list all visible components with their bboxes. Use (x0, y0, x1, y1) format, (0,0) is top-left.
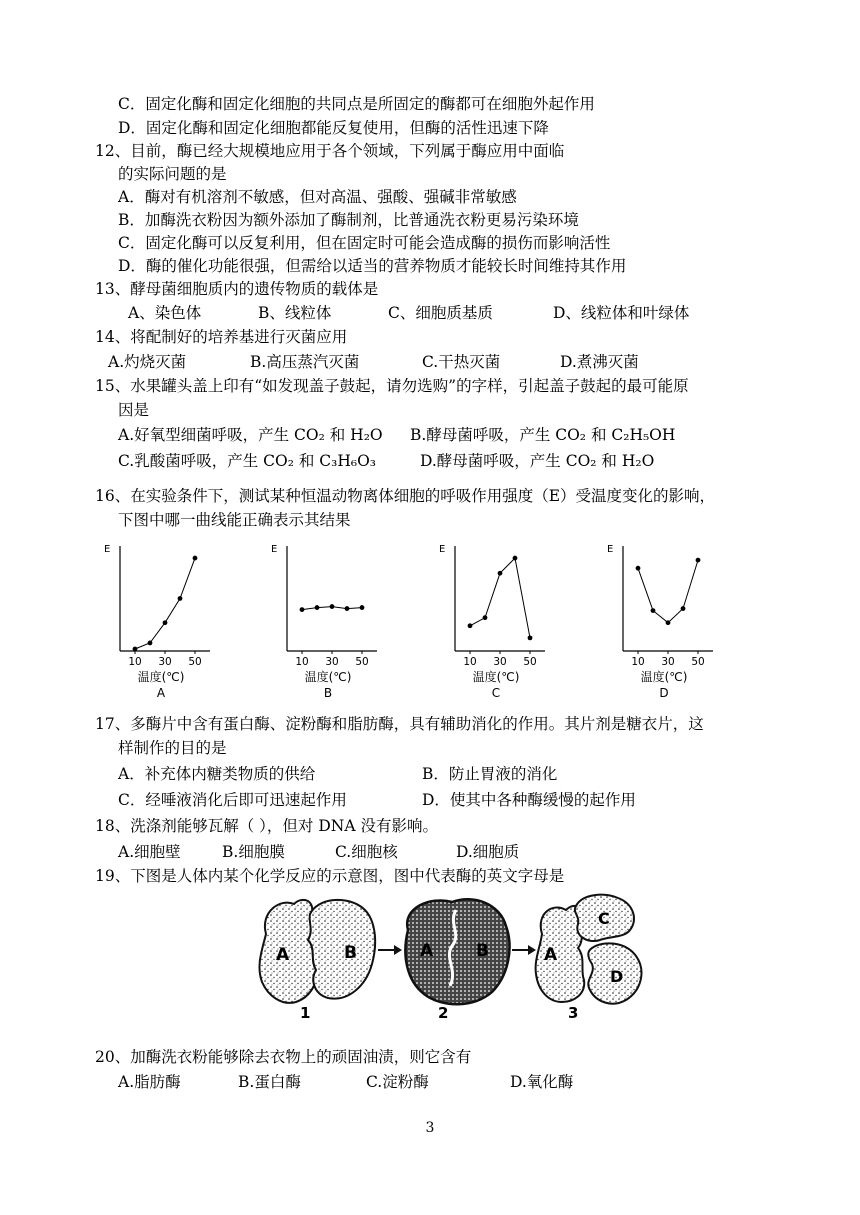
chart-c-tick-label: 10 (463, 656, 477, 668)
chart-a-tick-label: 50 (188, 656, 202, 668)
chart-a-letter: A (156, 686, 166, 700)
q13-option-d: D、线粒体和叶绿体 (553, 304, 690, 322)
q11-option-d: D．固定化酶和固定化细胞都能反复使用，但酶的活性迅速下降 (118, 119, 549, 137)
q12-option-d: D．酶的催化功能很强，但需给以适当的营养物质才能较长时间维持其作用 (118, 257, 627, 275)
q12-option-a: A．酶对有机溶剂不敏感，但对高温、强酸、强碱非常敏感 (118, 188, 517, 206)
q16-stem: 16、在实验条件下，测试某种恒温动物离体细胞的呼吸作用强度（E）受温度变化的影响， (95, 487, 716, 505)
chart-c-point (513, 556, 518, 561)
q14-option-c: C.干热灭菌 (422, 353, 501, 371)
chart-c-x-label: 温度(℃) (472, 670, 520, 684)
chart-d-svg (601, 538, 719, 703)
panel-2-label-a: A (420, 941, 434, 961)
chart-c-tick-label: 30 (493, 656, 507, 668)
chart-c-svg (433, 538, 551, 703)
enzyme-reaction-figure (252, 890, 648, 1020)
chart-c-series-line (470, 558, 530, 638)
chart-d-series-line (638, 560, 698, 623)
chart-b-letter: B (323, 686, 333, 700)
panel-number-1: 1 (300, 1004, 311, 1020)
chart-b-point (300, 607, 305, 612)
chart-c (433, 538, 551, 703)
chart-c-tick-label: 50 (523, 656, 537, 668)
q14-stem: 14、将配制好的培养基进行灭菌应用 (95, 328, 348, 346)
chart-c-point (468, 623, 473, 628)
chart-a-svg (98, 538, 216, 703)
q17-option-a: A．补充体内糖类物质的供给 (118, 765, 316, 783)
chart-c-point (498, 571, 503, 576)
chart-a-y-label: E (104, 544, 111, 555)
panel-1-label-a: A (276, 945, 290, 965)
q15-option-d: D.酵母菌呼吸，产生 CO₂ 和 H₂O (420, 452, 655, 470)
q18-option-d: D.细胞质 (456, 843, 520, 861)
chart-d-letter: D (659, 686, 669, 700)
chart-d-point (696, 558, 701, 563)
chart-b-tick-label: 10 (295, 656, 309, 668)
q18-option-b: B.细胞膜 (222, 843, 285, 861)
q15-option-c: C.乳酸菌呼吸，产生 CO₂ 和 C₃H₆O₃ (118, 452, 377, 470)
chart-a (98, 538, 216, 703)
chart-d-point (666, 620, 671, 625)
q12-stem: 12、目前，酶已经大规模地应用于各个领域，下列属于酶应用中面临 (95, 142, 565, 160)
q14-option-d: D.煮沸灭菌 (560, 353, 639, 371)
chart-b-svg (265, 538, 383, 703)
chart-b-point (345, 606, 350, 611)
panel-3 (536, 895, 642, 1004)
chart-b-point (330, 604, 335, 609)
chart-d (601, 538, 719, 703)
panel-3-label-d: D (610, 967, 624, 986)
chart-a-tick-label: 10 (128, 656, 142, 668)
chart-c-y-label: E (439, 544, 446, 555)
q20-stem: 20、加酶洗衣粉能够除去衣物上的顽固油渍，则它含有 (95, 1048, 472, 1066)
chart-d-tick-label: 10 (631, 656, 645, 668)
chart-a-x-label: 温度(℃) (137, 670, 185, 684)
chart-a-point (163, 620, 168, 625)
chart-a-series-line (135, 558, 195, 649)
chart-b-tick-label: 30 (325, 656, 339, 668)
chart-d-point (651, 608, 656, 613)
q20-option-b: B.蛋白酶 (238, 1073, 301, 1091)
chart-d-tick-label: 30 (661, 656, 675, 668)
q13-stem: 13、酵母菌细胞质内的遗传物质的载体是 (95, 280, 379, 298)
q17-option-b: B．防止胃液的消化 (422, 765, 558, 783)
q11-option-c: C．固定化酶和固定化细胞的共同点是所固定的酶都可在细胞外起作用 (118, 95, 595, 113)
chart-d-y-label: E (607, 544, 614, 555)
chart-b (265, 538, 383, 703)
q15-option-b: B.酵母菌呼吸，产生 CO₂ 和 C₂H₅OH (410, 426, 676, 444)
q12-option-b: B．加酶洗衣粉因为额外添加了酶制剂，比普通洗衣粉更易污染环境 (118, 211, 579, 229)
chart-a-tick-label: 30 (158, 656, 172, 668)
chart-d-x-label: 温度(℃) (640, 670, 688, 684)
q18-option-c: C.细胞核 (335, 843, 398, 861)
panel-1-label-b: B (344, 943, 357, 963)
q15-stem: 15、水果罐头盖上印有“如发现盖子鼓起，请勿选购”的字样，引起盖子鼓起的最可能原 (95, 377, 689, 395)
q18-stem: 18、洗涤剂能够瓦解（ ），但对 DNA 没有影响。 (95, 817, 438, 835)
q17-stem-cont: 样制作的目的是 (118, 739, 227, 757)
q17-option-d: D．使其中各种酶缓慢的起作用 (422, 791, 636, 809)
panel-3-label-a: A (544, 945, 558, 965)
q12-stem-cont: 的实际问题的是 (118, 165, 227, 183)
q17-option-c: C．经唾液消化后即可迅速起作用 (118, 791, 347, 809)
q20-option-a: A.脂肪酶 (118, 1073, 181, 1091)
q15-option-a: A.好氧型细菌呼吸，产生 CO₂ 和 H₂O (118, 426, 383, 444)
q17-stem: 17、多酶片中含有蛋白酶、淀粉酶和脂肪酶，具有辅助消化的作用。其片剂是糖衣片，这 (95, 715, 704, 733)
arrow-1 (378, 945, 402, 955)
chart-a-point (178, 596, 183, 601)
panel-1 (259, 900, 375, 1003)
enzyme-reaction-svg (252, 890, 648, 1020)
q18-option-a: A.细胞壁 (118, 843, 181, 861)
chart-c-point (483, 615, 488, 620)
q20-option-d: D.氧化酶 (510, 1073, 574, 1091)
chart-b-y-label: E (271, 544, 278, 555)
q19-stem: 19、下图是人体内某个化学反应的示意图，图中代表酶的英文字母是 (95, 867, 565, 885)
panel-2 (405, 899, 509, 1004)
q20-option-c: C.淀粉酶 (366, 1073, 429, 1091)
panel-3-label-c: C (598, 909, 610, 928)
chart-b-point (315, 605, 320, 610)
q13-option-a: A、染色体 (128, 304, 202, 322)
q13-option-b: B、线粒体 (258, 304, 332, 322)
chart-a-point (148, 641, 153, 646)
q14-option-b: B.高压蒸汽灭菌 (250, 353, 360, 371)
q12-option-c: C．固定化酶可以反复利用，但在固定时可能会造成酶的损伤而影响活性 (118, 234, 611, 252)
arrow-2 (512, 945, 536, 955)
chart-d-point (681, 606, 686, 611)
chart-c-letter: C (491, 686, 501, 700)
chart-b-x-label: 温度(℃) (304, 670, 352, 684)
panel-number-3: 3 (568, 1004, 579, 1020)
chart-b-tick-label: 50 (355, 656, 369, 668)
q13-option-c: C、细胞质基质 (388, 304, 493, 322)
chart-a-point (133, 647, 138, 652)
panel-2-label-b: B (476, 941, 489, 961)
chart-b-point (360, 605, 365, 610)
page-number: 3 (425, 1120, 435, 1136)
chart-d-point (636, 566, 641, 571)
panel-number-2: 2 (438, 1004, 449, 1020)
q14-option-a: A.灼烧灭菌 (108, 353, 187, 371)
chart-c-point (528, 635, 533, 640)
chart-a-point (193, 556, 198, 561)
chart-d-tick-label: 50 (691, 656, 705, 668)
q16-stem-cont: 下图中哪一曲线能正确表示其结果 (118, 511, 351, 529)
q15-stem-cont: 因是 (118, 401, 150, 419)
